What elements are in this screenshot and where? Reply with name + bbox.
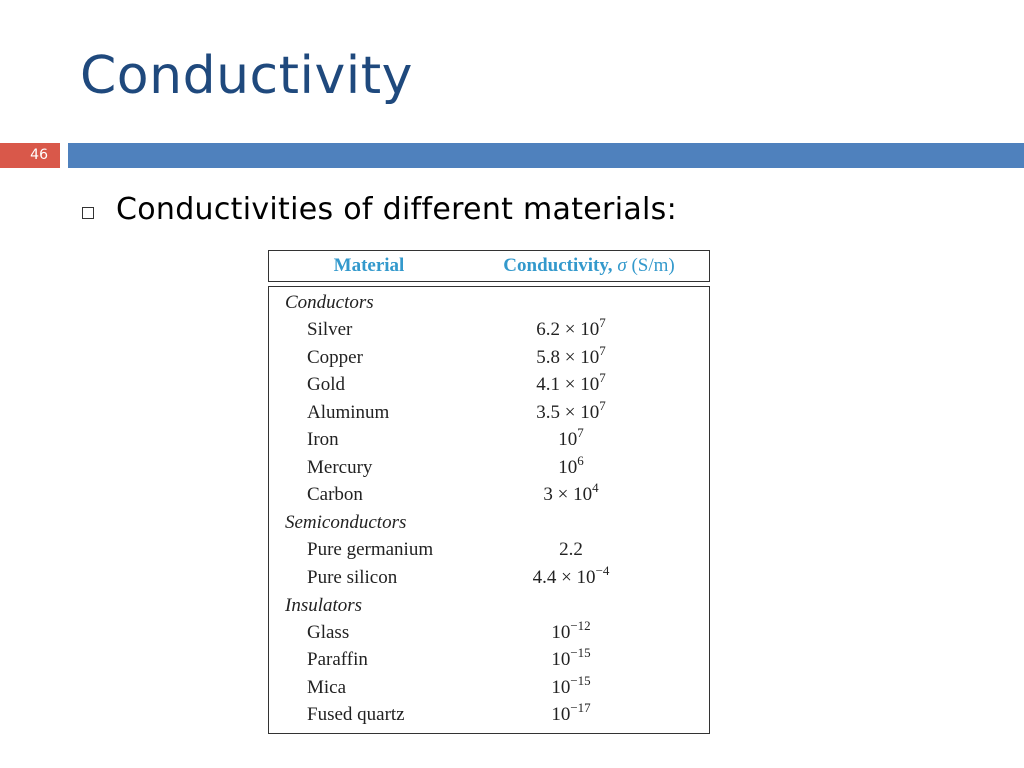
value-mantissa: 10: [551, 676, 571, 698]
conductivity-value: [529, 617, 709, 644]
slide-number: 46: [30, 147, 48, 163]
material-name: Carbon: [307, 484, 363, 506]
group-label: Insulators: [285, 594, 363, 616]
value-mantissa: 6.2 × 10: [536, 319, 600, 341]
value-exponent: 6: [577, 452, 584, 468]
table-row: [269, 317, 709, 345]
conductivity-value: [529, 397, 709, 424]
conductivity-value: [529, 539, 709, 561]
table-row: [269, 454, 709, 482]
material-name: Pure germanium: [307, 539, 434, 561]
conductivity-value: [529, 452, 709, 479]
slide-title: Conductivity: [80, 46, 413, 106]
value-exponent: −17: [570, 700, 591, 716]
table-row: [269, 399, 709, 427]
value-exponent: 7: [599, 370, 606, 386]
value-mantissa: 4.4 × 10: [532, 566, 596, 588]
square-bullet-icon: [82, 207, 94, 219]
conductivity-value: [529, 370, 709, 396]
value-mantissa: 10: [558, 456, 578, 478]
value-mantissa: 3.5 × 10: [536, 401, 600, 423]
table-row: [269, 482, 709, 510]
value-mantissa: 3 × 10: [543, 484, 593, 506]
value-mantissa: 10: [551, 649, 571, 671]
group-label: Conductors: [285, 292, 374, 313]
value-exponent: 7: [577, 425, 584, 441]
value-exponent: −15: [570, 672, 591, 688]
material-name: Pure silicon: [307, 566, 398, 588]
table-row: [269, 372, 709, 400]
header-divider-bar: [68, 143, 1024, 168]
material-name: Mercury: [307, 456, 373, 478]
material-name: Glass: [307, 621, 350, 643]
value-exponent: 7: [599, 315, 606, 331]
table-row: [269, 647, 709, 675]
table-body: [268, 286, 710, 734]
header-conductivity: [469, 255, 709, 277]
value-mantissa: 10: [551, 621, 571, 643]
material-name: Copper: [307, 346, 363, 368]
group-label: Semiconductors: [285, 512, 407, 533]
conductivity-table: [268, 250, 710, 734]
value-exponent: 4: [592, 480, 599, 496]
value-mantissa: 4.1 × 10: [536, 374, 600, 396]
header-unit: (S/m): [631, 255, 675, 276]
value-exponent: −12: [570, 617, 591, 633]
table-row: [269, 564, 709, 592]
material-name: Fused quartz: [307, 704, 405, 726]
header-sigma-symbol: σ: [617, 255, 627, 276]
material-name: Mica: [307, 676, 347, 698]
conductivity-value: [529, 672, 709, 699]
material-name: Paraffin: [307, 649, 368, 671]
conductivity-value: [529, 700, 709, 726]
value-mantissa: 5.8 × 10: [536, 346, 600, 368]
header-material: Material: [333, 255, 405, 276]
conductivity-value: [529, 342, 709, 369]
material-name: Iron: [307, 429, 339, 451]
material-name: Silver: [307, 319, 353, 341]
value-exponent: −15: [570, 645, 591, 661]
table-row: [269, 619, 709, 647]
table-row: [269, 537, 709, 565]
conductivity-value: [529, 425, 709, 451]
table-header: [268, 250, 710, 282]
table-row: [269, 674, 709, 702]
value-exponent: 7: [599, 342, 606, 358]
value-mantissa: 2.2: [559, 539, 583, 561]
value-mantissa: 10: [551, 704, 571, 726]
material-name: Aluminum: [307, 401, 390, 423]
conductivity-value: [529, 562, 709, 589]
bullet-item: [82, 192, 677, 227]
value-mantissa: 10: [558, 429, 578, 451]
table-row: [269, 427, 709, 455]
value-exponent: −4: [595, 562, 610, 578]
conductivity-value: [529, 480, 709, 506]
bullet-text: Conductivities of different materials:: [116, 192, 677, 227]
conductivity-value: [529, 645, 709, 671]
table-row: [269, 344, 709, 372]
conductivity-value: [529, 315, 709, 341]
table-row: [269, 702, 709, 730]
header-conductivity-label: Conductivity,: [503, 255, 613, 276]
value-exponent: 7: [599, 397, 606, 413]
material-name: Gold: [307, 374, 345, 396]
